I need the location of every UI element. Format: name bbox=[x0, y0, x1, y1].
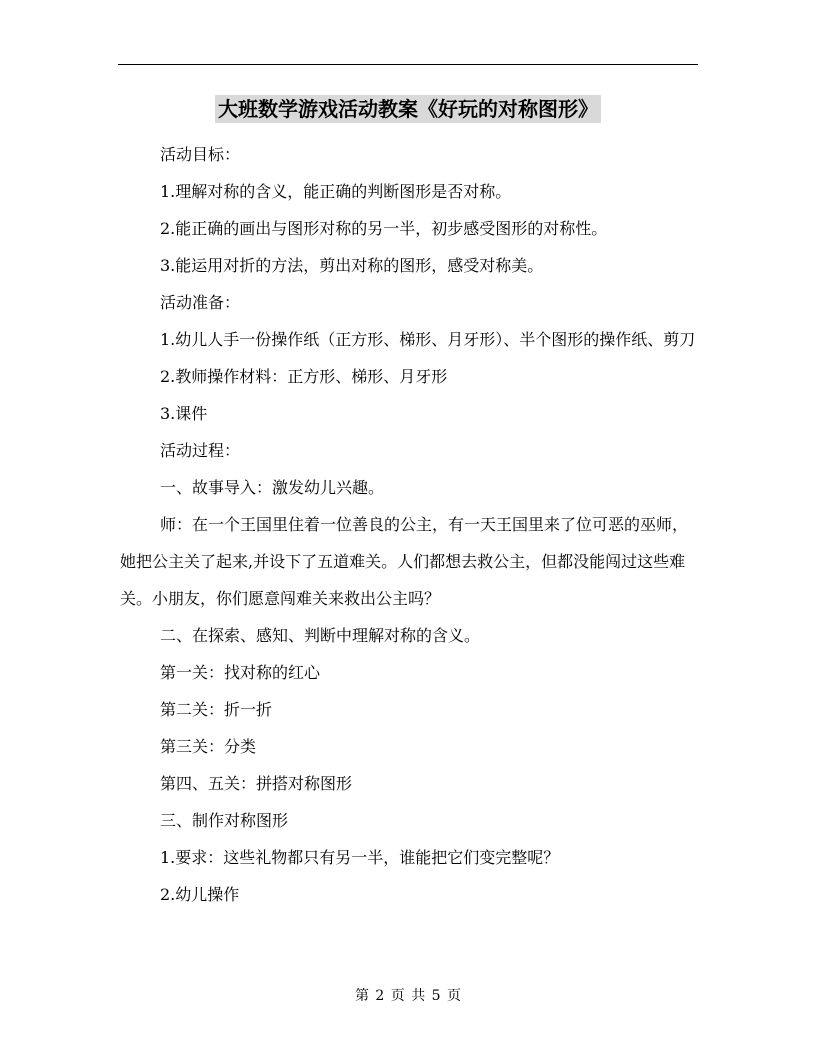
header-rule bbox=[118, 64, 698, 65]
paragraph: 活动目标： bbox=[160, 145, 241, 164]
paragraph: 第二关：折一折 bbox=[160, 700, 273, 719]
paragraph: 2.教师操作材料：正方形、梯形、月牙形 bbox=[160, 367, 448, 386]
paragraph: 第一关：找对称的红心 bbox=[160, 663, 321, 682]
paragraph: 2.幼儿操作 bbox=[160, 885, 240, 904]
paragraph: 第三关：分类 bbox=[160, 737, 257, 756]
paragraph: 3.能运用对折的方法，剪出对称的图形，感受对称美。 bbox=[160, 256, 544, 275]
page-footer: 第 2 页 共 5 页 bbox=[354, 988, 462, 1004]
paragraph: 1.理解对称的含义，能正确的判断图形是否对称。 bbox=[160, 182, 512, 201]
paragraph: 二、在探索、感知、判断中理解对称的含义。 bbox=[160, 626, 481, 645]
paragraph: 活动过程： bbox=[160, 441, 241, 460]
paragraph: 1.幼儿人手一份操作纸（正方形、梯形、月牙形）、半个图形的操作纸、剪刀 bbox=[160, 330, 696, 349]
paragraph: 一、故事导入：激发幼儿兴趣。 bbox=[160, 478, 385, 497]
paragraph: 3.课件 bbox=[160, 404, 208, 423]
title-container bbox=[0, 95, 816, 123]
document-title: 大班数学游戏活动教案《好玩的对称图形》 bbox=[215, 95, 601, 123]
document-body bbox=[120, 136, 698, 913]
paragraph: 2.能正确的画出与图形对称的另一半，初步感受图形的对称性。 bbox=[160, 219, 608, 238]
paragraph: 活动准备： bbox=[160, 293, 241, 312]
paragraph: 三、制作对称图形 bbox=[160, 811, 289, 830]
paragraph: 第四、五关：拼搭对称图形 bbox=[160, 774, 353, 793]
paragraph: 1.要求：这些礼物都只有另一半，谁能把它们变完整呢？ bbox=[160, 848, 560, 867]
paragraph: 师：在一个王国里住着一位善良的公主，有一天王国里来了位可恶的巫师，她把公主关了起来,并设下了五道难关。人们都想去救公主，但都没能闯过这些难关。小朋友，你们愿意闯难关来救出公主吗？ bbox=[120, 515, 689, 608]
